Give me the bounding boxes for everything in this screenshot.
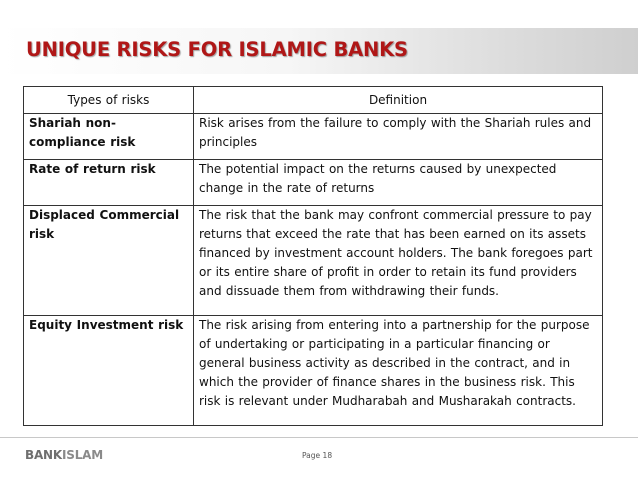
risk-definition-cell — [194, 160, 603, 206]
risks-table — [23, 86, 603, 426]
risk-definition-cell — [194, 316, 603, 426]
risk-definition-cell — [194, 206, 603, 316]
header-definition: Definition — [194, 87, 603, 114]
header-types-of-risks: Types of risks — [24, 87, 194, 114]
risk-name-equity-investment: Equity Investment risk — [29, 318, 184, 332]
page-number: Page 18 — [302, 451, 333, 460]
slide-title: UNIQUE RISKS FOR ISLAMIC BANKS — [26, 38, 408, 61]
risk-definition-shariah: Risk arises from the failure to comply with the Shariah rules and principles — [199, 116, 592, 149]
risk-name-cell — [24, 160, 194, 206]
table-row — [24, 206, 603, 316]
risk-definition-equity-investment: The risk arising from entering into a partnership for the purpose of undertaking or participating in a particular financing or general business activity as described in the contract, and in which the provider of finance shares in the business risk. This risk is relevant under Mudharabah and Musharakah contracts. — [199, 318, 590, 408]
bank-islam-logo — [25, 448, 103, 462]
table-row — [24, 114, 603, 160]
risk-name-displaced-commercial: Displaced Commercial risk — [29, 208, 180, 241]
risk-definition-cell — [194, 114, 603, 160]
table-row — [24, 160, 603, 206]
risk-definition-rate-of-return: The potential impact on the returns caused by unexpected change in the rate of returns — [199, 162, 557, 195]
table-row — [24, 316, 603, 426]
footer-divider — [0, 437, 638, 438]
risk-name-cell — [24, 206, 194, 316]
logo-text-bank: BANK — [25, 448, 62, 462]
risk-name-cell — [24, 114, 194, 160]
risk-name-cell — [24, 316, 194, 426]
risk-name-shariah: Shariah non-compliance risk — [29, 116, 136, 149]
risk-definition-displaced-commercial: The risk that the bank may confront commercial pressure to pay returns that exceed the rate that has been earned on its assets financed by investment account holders. The bank foregoes part or its entire share of profit in order to retain its fund providers and dissuade them from withdrawing their funds. — [199, 208, 593, 298]
risk-name-rate-of-return: Rate of return risk — [29, 162, 156, 176]
logo-text-islam: ISLAM — [61, 448, 103, 462]
table-header-row — [24, 87, 603, 114]
